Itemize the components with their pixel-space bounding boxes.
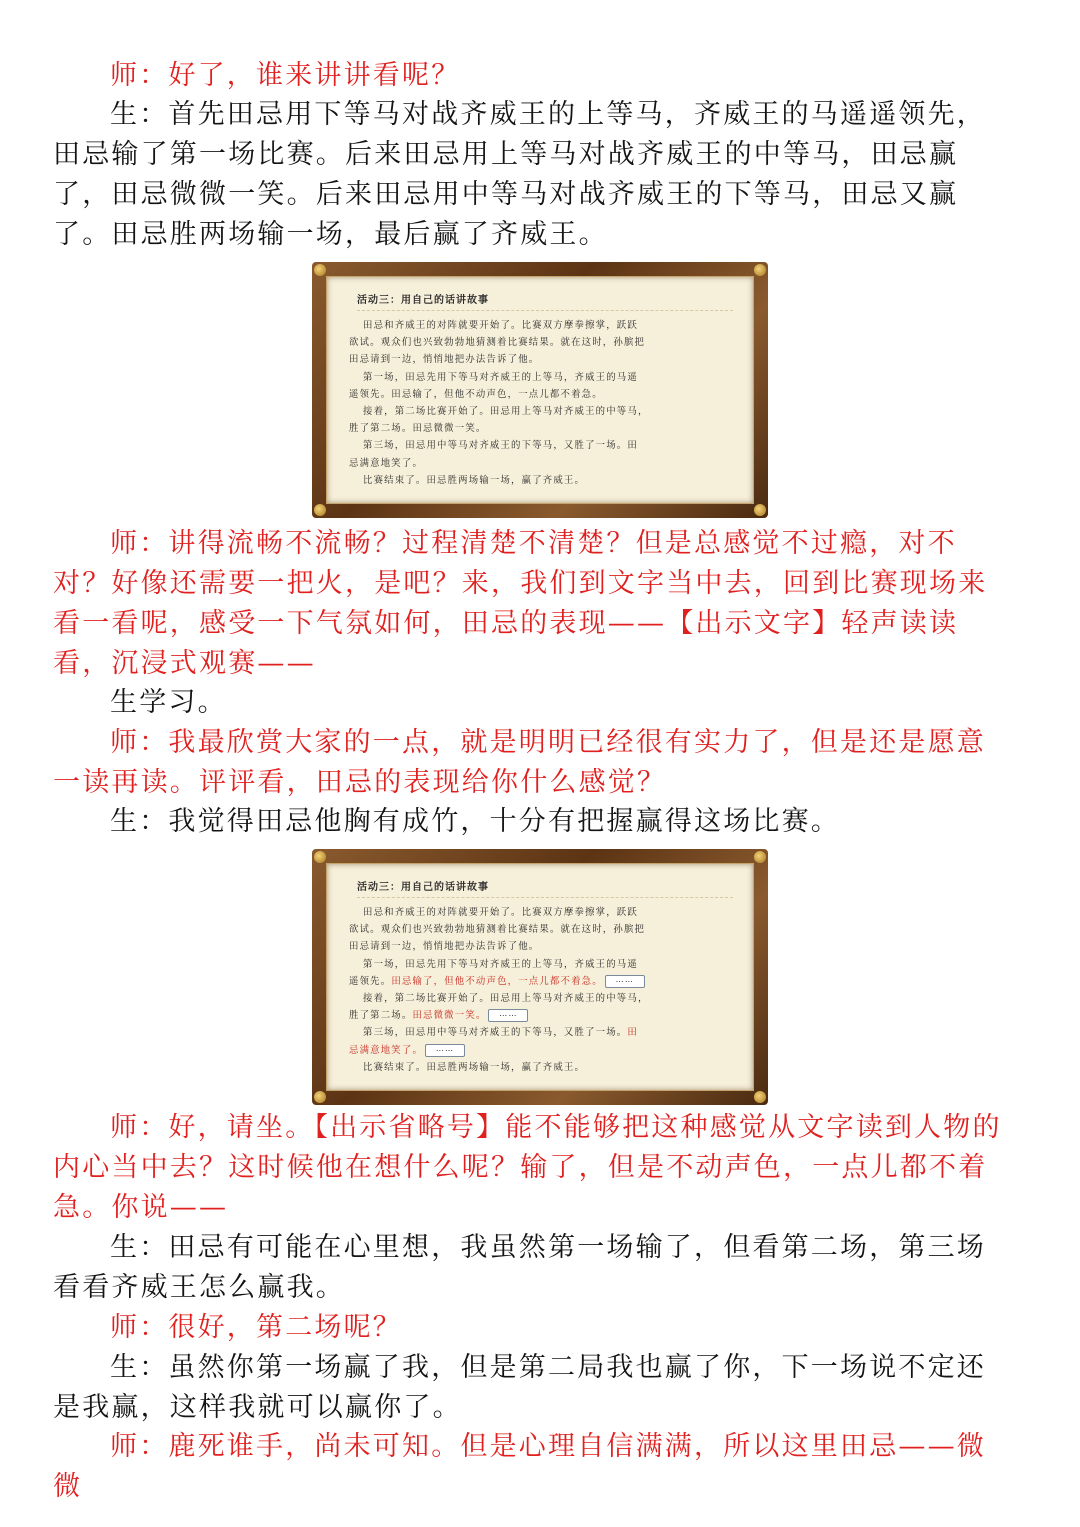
- slide-line: 接着，第二场比赛开始了。田忌用上等马对齐威王的中等马，: [363, 993, 649, 1005]
- highlighted-text: 忌满意地笑了。: [349, 1044, 424, 1056]
- teacher-line: 师：鹿死谁手，尚未可知。但是心理自信满满，所以这里田忌——微微: [53, 1431, 986, 1502]
- ellipsis-box: ……: [605, 975, 645, 988]
- slide-line: 田忌请到一边，悄悄地把办法告诉了他。: [349, 941, 540, 953]
- ellipsis-box: ……: [425, 1044, 465, 1057]
- student-line: 生：虽然你第一场赢了我，但是第二局我也赢了你，下一场说不定还是我赢，这样我就可以赢你了。: [53, 1352, 986, 1423]
- slide-line: 比赛结束了。田忌胜两场输一场，赢了齐威王。: [363, 474, 586, 486]
- slide-text: 胜了第二场。: [349, 1010, 413, 1022]
- teacher-line: 师：很好，第二场呢？: [110, 1312, 402, 1343]
- highlighted-text: 田: [627, 1027, 638, 1039]
- slide-line: 欲试。观众们也兴致勃勃地猜测着比赛结果。就在这时，孙膑把: [349, 924, 646, 936]
- slide-line: 忌满意地笑了。: [349, 457, 424, 469]
- slide-line: 田忌和齐威王的对阵就要开始了。比赛双方摩拳擦掌，跃跃: [363, 320, 638, 331]
- frame-corner-icon: [754, 504, 766, 516]
- slide-line: 遥领先。田忌输了，但他不动声色，一点儿都不着急。: [349, 388, 603, 400]
- slide-line: [349, 973, 733, 990]
- frame-corner-icon: [314, 1091, 326, 1103]
- slide-line: [349, 1024, 733, 1041]
- slide-line: 欲试。观众们也兴致勃勃地猜测着比赛结果。就在这时，孙膑把: [349, 337, 646, 349]
- frame-corner-icon: [754, 264, 766, 276]
- slide-line: [349, 1042, 733, 1059]
- teacher-line: 师：好了，谁来讲讲看呢？: [110, 60, 461, 91]
- slide-line: 田忌请到一边，悄悄地把办法告诉了他。: [349, 354, 540, 366]
- teacher-line: 师：好，请坐。【出示省略号】能不能够把这种感觉从文字读到人物的内心当中去？这时候他在想什么呢？输了，但是不动声色，一点儿都不着急。你说——: [53, 1112, 1002, 1223]
- slide-image-highlighted: [312, 849, 768, 1105]
- student-line: 生学习。: [110, 687, 227, 718]
- frame-corner-icon: [754, 1091, 766, 1103]
- frame-corner-icon: [314, 851, 326, 863]
- slide-line: 田忌和齐威王的对阵就要开始了。比赛双方摩拳擦掌，跃跃: [363, 907, 638, 918]
- slide-title: 活动三：用自己的话讲故事: [357, 878, 733, 898]
- teacher-line: 师：我最欣赏大家的一点，就是明明已经很有实力了，但是还是愿意一读再读。评评看，田忌的表现给你什么感觉？: [53, 727, 986, 798]
- frame-corner-icon: [314, 264, 326, 276]
- frame-corner-icon: [314, 504, 326, 516]
- slide-text-panel: [326, 276, 754, 504]
- ellipsis-box: ……: [488, 1009, 528, 1022]
- highlighted-text: 田忌微微一笑。: [412, 1010, 487, 1022]
- highlighted-text: 田忌输了，但他不动声色，一点儿都不着急。: [391, 975, 603, 987]
- frame-corner-icon: [754, 851, 766, 863]
- slide-image-plain: [312, 262, 768, 518]
- slide-line: 第一场，田忌先用下等马对齐威王的上等马，齐威王的马遥: [363, 958, 638, 970]
- slide-line: 比赛结束了。田忌胜两场输一场，赢了齐威王。: [363, 1061, 586, 1073]
- slide-line: 第三场，田忌用中等马对齐威王的下等马，又胜了一场。田: [363, 440, 638, 452]
- slide-text: 遥领先。: [349, 975, 392, 987]
- slide-line: 胜了第二场。田忌微微一笑。: [349, 423, 487, 435]
- slide-title: 活动三：用自己的话讲故事: [357, 291, 733, 311]
- teacher-line: 师：讲得流畅不流畅？过程清楚不清楚？但是总感觉不过瘾，对不对？好像还需要一把火，是吧？来，我们到文字当中去，回到比赛现场来看一看呢，感受一下气氛如何，田忌的表现——【出示文字】轻声读读看，沉浸式观赛——: [53, 528, 988, 679]
- slide-text: 第三场，田忌用中等马对齐威王的下等马，又胜了一场。: [363, 1027, 628, 1039]
- slide-line: 第一场，田忌先用下等马对齐威王的上等马，齐威王的马遥: [363, 371, 638, 383]
- student-line: 生：首先田忌用下等马对战齐威王的上等马，齐威王的马遥遥领先，田忌输了第一场比赛。后来田忌用上等马对战齐威王的中等马，田忌赢了，田忌微微一笑。后来田忌用中等马对战齐威王的下等马，田忌又赢了。田忌胜两场输一场，最后赢了齐威王。: [53, 99, 986, 250]
- student-line: 生：我觉得田忌他胸有成竹，十分有把握赢得这场比赛。: [110, 806, 840, 837]
- slide-line: [349, 1007, 733, 1024]
- slide-text-panel: [326, 863, 754, 1091]
- student-line: 生：田忌有可能在心里想，我虽然第一场输了，但看第二场，第三场看看齐威王怎么赢我。: [53, 1232, 986, 1303]
- slide-line: 接着，第二场比赛开始了。田忌用上等马对齐威王的中等马，: [363, 406, 649, 418]
